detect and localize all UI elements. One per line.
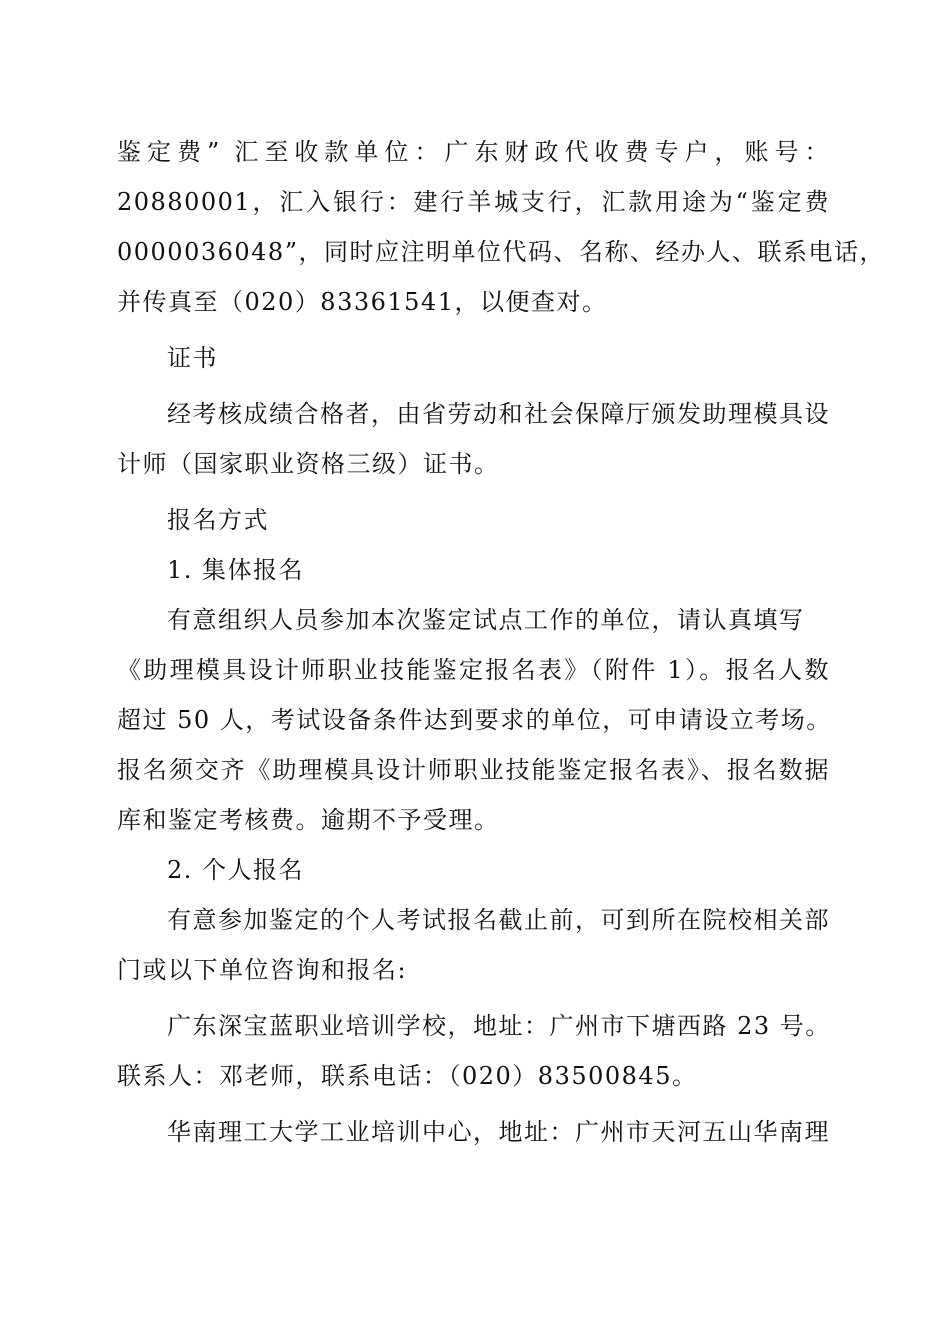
text-line bbox=[117, 1107, 830, 1157]
paragraph-text: 联系人：邓老师，联系电话：（020）83500845。 bbox=[117, 1062, 698, 1090]
paragraph-text: 华南理工大学工业培训中心，地址：广州市天河五山华南理 bbox=[167, 1118, 830, 1146]
paragraph-text: 有意参加鉴定的个人考试报名截止前，可到所在院校相关部 bbox=[167, 906, 830, 934]
paragraph-text: 有意组织人员参加本次鉴定试点工作的单位，请认真填写 bbox=[167, 606, 805, 634]
subsection-heading-group: 1. 集体报名 bbox=[167, 556, 305, 584]
text-line bbox=[117, 177, 830, 227]
text-line bbox=[117, 895, 830, 945]
text-line bbox=[117, 795, 830, 845]
paragraph-text: 门或以下单位咨询和报名: bbox=[117, 956, 408, 984]
text-line bbox=[117, 595, 830, 645]
text-line bbox=[117, 645, 830, 695]
paragraph-text: 鉴定费” 汇至收款单位：广东财政代收费专户，账号： bbox=[117, 138, 830, 166]
paragraph-text: 计师（国家职业资格三级）证书。 bbox=[117, 450, 500, 478]
paragraph-text: 20880001，汇入银行：建行羊城支行，汇款用途为“鉴定费 bbox=[117, 188, 830, 216]
document-body bbox=[117, 127, 885, 1157]
text-line bbox=[117, 227, 885, 277]
paragraph-text: 报名须交齐《助理模具设计师职业技能鉴定报名表》、报名数据 bbox=[117, 756, 830, 784]
subsection-heading-individual: 2. 个人报名 bbox=[167, 856, 305, 884]
paragraph-text: 0000036048”，同时应注明单位代码、名称、经办人、联系电话， bbox=[117, 238, 885, 266]
paragraph-text: 库和鉴定考核费。逾期不予受理。 bbox=[117, 806, 500, 834]
text-line bbox=[117, 695, 830, 745]
paragraph-text: 超过 50 人，考试设备条件达到要求的单位，可申请设立考场。 bbox=[117, 706, 832, 734]
text-line bbox=[117, 127, 830, 177]
text-line bbox=[117, 389, 830, 439]
text-line bbox=[117, 439, 830, 489]
paragraph-text: 并传真至（020）83361541，以便查对。 bbox=[117, 288, 608, 316]
text-line bbox=[117, 1001, 830, 1051]
text-line bbox=[117, 745, 830, 795]
paragraph-text: 《助理模具设计师职业技能鉴定报名表》（附件 1）。报名人数 bbox=[117, 656, 830, 684]
section-heading-certificate: 证书 bbox=[167, 344, 218, 372]
paragraph-text: 广东深宝蓝职业培训学校，地址：广州市下塘西路 23 号。 bbox=[167, 1012, 831, 1040]
paragraph-text: 经考核成绩合格者，由省劳动和社会保障厅颁发助理模具设 bbox=[167, 400, 830, 428]
text-line bbox=[117, 277, 830, 327]
text-line bbox=[117, 945, 830, 995]
text-line bbox=[117, 1051, 830, 1101]
section-heading-registration: 报名方式 bbox=[167, 506, 269, 534]
